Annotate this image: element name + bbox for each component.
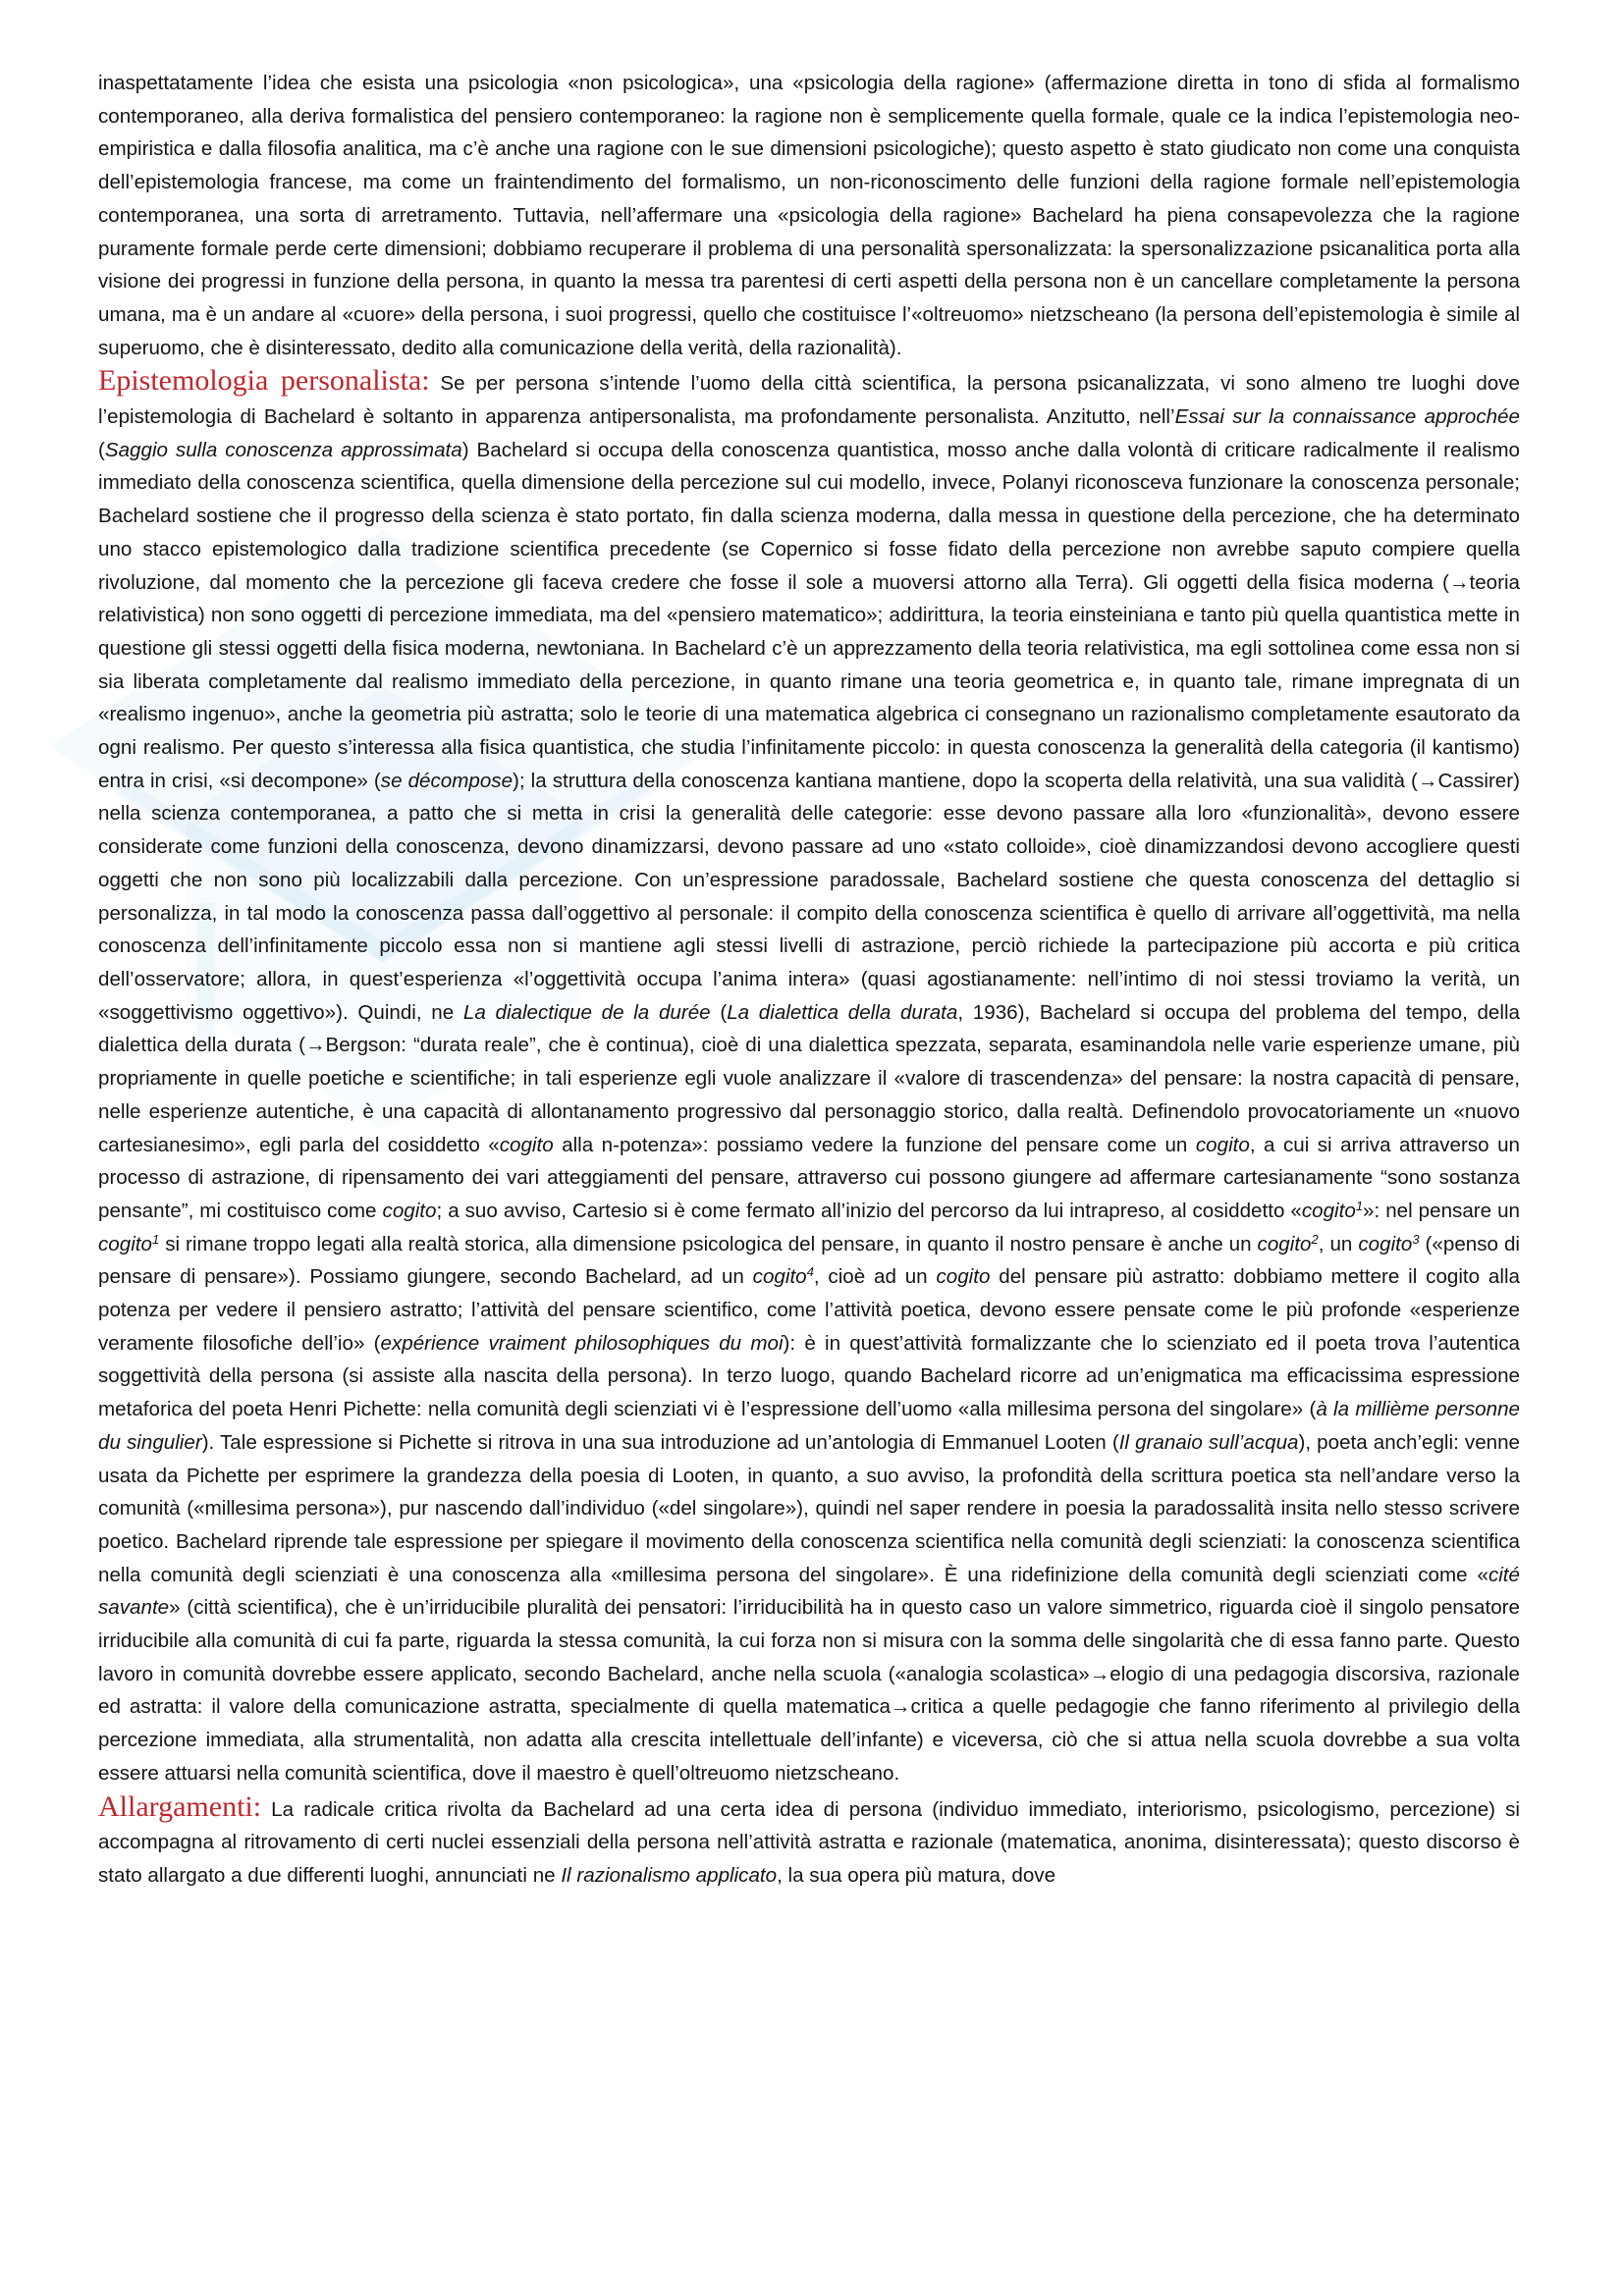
document-body bbox=[98, 67, 1520, 1893]
text-run: , a cui si arriva attraverso un processo di astrazione, di ripensamento dei vari atteggiamenti del pensare, attraverso cui possono giungere ad affermare cartesianamente “sono sostanza pensante”, mi costituisco come bbox=[98, 1133, 1520, 1222]
italic-run: à la millième personne du singulier bbox=[98, 1398, 1520, 1454]
paragraph-intro bbox=[98, 67, 1520, 364]
text-run: La radicale critica rivolta da Bachelard ad una certa idea di persona (individuo immediato, interiorismo, psicologismo, percezione) si accompagna al ritrovamento di certi nuclei essenziali della persona nell’attività astratta e razionale (matematica, anonima, disinteressata); questo discorso è stato allargato a due differenti luoghi, annunciati ne bbox=[98, 1797, 1520, 1887]
italic-run: cogito bbox=[382, 1199, 437, 1222]
text-run: ; a suo avviso, Cartesio si è come fermato all’inizio del percorso da lui intrapreso, al cosiddetto « bbox=[436, 1199, 1302, 1222]
italic-run: cogito bbox=[752, 1265, 807, 1289]
paragraph-epistemologia-body bbox=[98, 372, 1520, 1785]
italic-run: cogito bbox=[936, 1265, 991, 1289]
text-run: ). Tale espressione si Pichette si ritrova in una sua introduzione ad un’antologia di Emmanuel Looten ( bbox=[201, 1430, 1119, 1454]
italic-run: cogito bbox=[499, 1133, 554, 1156]
text-run: »: nel pensare un bbox=[1363, 1199, 1520, 1222]
superscript-index: 3 bbox=[1412, 1231, 1420, 1247]
italic-run: cogito bbox=[1358, 1232, 1413, 1255]
italic-run: Essai sur la connaissance approchée bbox=[1174, 405, 1520, 429]
italic-run: Il granaio sull’acqua bbox=[1118, 1430, 1299, 1454]
paragraph-intro-text: inaspettatamente l’idea che esista una psicologia «non psicologica», una «psicologia della ragione» (affermazione diretta in tono di sfida al formalismo contemporaneo, alla deriva formalistica del pensiero contemporaneo: la ragione non è semplicemente quella formale, quale ce la indica l’epistemologia neo-empiristica e dalla filosofia analitica, ma c’è anche una ragione con le sue dimensioni psicologiche); questo aspetto è stato giudicato non come una conquista dell’epistemologia francese, ma come un fraintendimento del formalismo, un non-riconoscimento delle funzioni della ragione formale nell’epistemologia contemporanea, una sorta di arretramento. Tuttavia, nell’affermare una «psicologia della ragione» Bachelard ha piena consapevolezza che la ragione puramente formale perde certe dimensioni; dobbiamo recuperare il problema di una personalità spersonalizzata: la spersonalizzazione psicanalitica porta alla visione dei progressi in funzione della persona, in quanto la messa tra parentesi di certi aspetti della persona non è un cancellare completamente la persona umana, ma è un andare al «cuore» della persona, i suoi progressi, quello che costituisce l’«oltreuomo» nietzscheano (la persona dell’epistemologia è simile al superuomo, che è disinteressato, dedito alla comunicazione della verità, della razionalità). bbox=[98, 72, 1520, 359]
text-run: ), poeta anch’egli: venne usata da Pichette per esprimere la grandezza della poesia di Looten, in quanto, a suo avviso, la profondità della scrittura poetica sta nell’andare verso la comunità («millesima persona»), pur nascendo dall’individuo («del singolare»), quindi nel saper rendere in poesia la paradossalità insita nello stesso scrivere poetico. Bachelard riprende tale espressione per spiegare il movimento della conoscenza scientifica nella comunità degli scienziati: la conoscenza scientifica nella comunità degli scienziati è una conoscenza alla «millesima persona del singolare». È una ridefinizione della comunità degli scienziati come « bbox=[98, 1430, 1521, 1586]
section-heading-epistemologia-personalista: Epistemologia personalista: bbox=[98, 364, 430, 398]
italic-run: La dialectique de la durée bbox=[462, 1000, 711, 1024]
text-run: («penso di pensare di pensare»). Possiamo giungere, secondo Bachelard, ad un bbox=[98, 1232, 1520, 1289]
italic-run: cogito bbox=[1195, 1133, 1250, 1156]
text-run: del pensare più astratto: dobbiamo mettere il cogito alla potenza per vedere il pensiero astratto; l’attività del pensare scientifico, come l’attività poetica, devono essere pensate come le più profonde «esperienze veramente filosofiche dell’io» ( bbox=[98, 1265, 1520, 1355]
italic-run: Saggio sulla conoscenza approssimata bbox=[104, 438, 462, 461]
text-run: » (città scientifica), che è un’irriducibile pluralità dei pensatori: l’irriducibilità ha in questo caso un valore simmetrico, riguarda cioè il singolo pensatore irriducibile alla comunità di cui fa parte, riguarda la stessa comunità, la cui forza non si misura con la somma delle singolarità che di essa fanno parte. Questo lavoro in comunità dovrebbe essere applicato, secondo Bachelard, anche nella scuola («analogia scolastica»→elogio di una pedagogia discorsiva, razionale ed astratta: il valore della comunicazione astratta, specialmente di quella matematica→critica a quelle pedagogie che fanno riferimento al privilegio della percezione immediata, alla strumentalità, non adatta alla crescita intellettuale dell’infante) e viceversa, ciò che si attua nella scuola dovrebbe a sua volta essere attuarsi nella comunità scientifica, dove il maestro è quell’oltreuomo nietzscheano. bbox=[98, 1596, 1520, 1785]
paragraph-epistemologia-personalista bbox=[98, 364, 1520, 1789]
text-run: alla n-potenza»: possiamo vedere la funzione del pensare come un bbox=[553, 1133, 1196, 1156]
text-run: , 1936), Bachelard si occupa del problema del tempo, della dialettica della durata (→Bergson: “durata reale”, che è continua), cioè di una dialettica spezzata, separata, esaminandola nelle varie esperienze umane, più propriamente in quelle poetiche e scientifiche; in tali esperienze egli vuole analizzare il «valore di trascendenza» del pensare: la nostra capacità di pensare, nelle esperienze autentiche, è una capacità di allontanamento progressivo dal personaggio storico, dalla realtà. Definendolo provocatoriamente un «nuovo cartesianesimo», egli parla del cosiddetto « bbox=[98, 1000, 1520, 1156]
text-run: ); la struttura della conoscenza kantiana mantiene, dopo la scoperta della relatività, una sua validità (→Cassirer) nella scienza contemporanea, a patto che si metta in crisi la generalità delle categorie: esse devono passare alla loro «funzionalità», devono essere considerate come funzioni della conoscenza, devono dinamizzarsi, devono passare ad uno «stato colloide», cioè dinamizzandosi devono accogliere questi oggetti che non sono più localizzabili dalla percezione. Con un’espressione paradossale, Bachelard sostiene che questa conoscenza del dettaglio si personalizza, in tal modo la conoscenza passa dall’oggettivo al personale: il compito della conoscenza scientifica è quello di arrivare all’oggettività, ma nella conoscenza dell’infinitamente piccolo essa non si mantiene agli stessi livelli di astrazione, perciò richiede la partecipazione più accorta e più critica dell’osservatore; allora, in quest’esperienza «l’oggettività occupa l’anima intera» (quasi agostianamente: nell’intimo di noi stessi troviamo la verità, un «soggettivismo oggettivo»). Quindi, ne bbox=[98, 769, 1520, 1024]
italic-run: cogito bbox=[1257, 1232, 1312, 1255]
superscript-index: 2 bbox=[1311, 1231, 1319, 1247]
superscript-index: 4 bbox=[806, 1264, 814, 1280]
italic-run: La dialettica della durata bbox=[727, 1000, 958, 1024]
text-run: ( bbox=[98, 438, 105, 461]
text-run: , la sua opera più matura, dove bbox=[777, 1863, 1056, 1887]
text-run: si rimane troppo legati alla realtà storica, alla dimensione psicologica del pensare, in quanto il nostro pensare è anche un bbox=[159, 1232, 1258, 1255]
italic-run: cogito bbox=[1301, 1199, 1356, 1222]
text-run: , un bbox=[1318, 1232, 1359, 1255]
paragraph-allargamenti bbox=[98, 1790, 1520, 1893]
text-run: ): è in quest’attività formalizzante che lo scienziato ed il poeta trova l’autentica soggettività della persona (si assiste alla nascita della persona). In terzo luogo, quando Bachelard ricorre ad un’enigmatica ma efficacissima espressione metaforica del poeta Henri Pichette: nella comunità degli scienziati vi è l’espressione dell’uomo «alla millesima persona del singolare» ( bbox=[98, 1331, 1521, 1421]
section-heading-allargamenti: Allargamenti: bbox=[98, 1789, 262, 1823]
italic-run: expérience vraiment philosophiques du moi bbox=[380, 1331, 784, 1355]
text-run: , cioè ad un bbox=[813, 1265, 937, 1289]
superscript-index: 1 bbox=[151, 1231, 160, 1247]
text-run: ) Bachelard si occupa della conoscenza quantistica, mosso anche dalla volontà di criticare radicalmente il realismo immediato della conoscenza scientifica, quella dimensione della percezione sul cui modello, invece, Polanyi riconosceva funzionare la conoscenza personale; Bachelard sostiene che il progresso della scienza è stato portato, fin dalla scienza moderna, dalla messa in questione della percezione, che ha determinato uno stacco epistemologico dalla tradizione scientifica precedente (se Copernico si fosse fidato della percezione non avrebbe saputo compiere quella rivoluzione, dal momento che la percezione gli faceva credere che fosse il sole a muoversi attorno alla Terra). Gli oggetti della fisica moderna (→teoria relativistica) non sono oggetti di percezione immediata, ma del «pensiero matematico»; addirittura, la teoria einsteiniana e tanto più quella quantistica mette in questione gli stessi oggetti della fisica moderna, newtoniana. In Bachelard c’è un apprezzamento della teoria relativistica, ma egli sottolinea come essa non si sia liberata completamente dal realismo immediato della percezione, in quanto rimane una teoria geometrica e, in quanto tale, rimane impregnata di un «realismo ingenuo», anche la geometria più astratta; solo le teorie di una matematica algebrica ci consegnano un razionalismo completamente esautorato da ogni realismo. Per questo s’interessa alla fisica quantistica, che studia l’infinitamente piccolo: in questa conoscenza la generalità della categoria (il kantismo) entra in crisi, «si decompone» ( bbox=[98, 438, 1520, 792]
text-run: Se per persona s’intende l’uomo della città scientifica, la persona psicanalizzata, vi sono almeno tre luoghi dove l’epistemologia di Bachelard è soltanto in apparenza antipersonalista, ma profondamente personalista. Anzitutto, nell’ bbox=[98, 372, 1520, 429]
italic-run: Il razionalismo applicato bbox=[561, 1863, 778, 1887]
italic-run: se décompose bbox=[380, 769, 514, 792]
italic-run: cogito bbox=[98, 1232, 152, 1255]
paragraph-allargamenti-body bbox=[98, 1798, 1520, 1887]
text-run: ( bbox=[710, 1000, 728, 1024]
italic-run: cité savante bbox=[98, 1563, 1520, 1620]
superscript-index: 1 bbox=[1355, 1198, 1364, 1213]
